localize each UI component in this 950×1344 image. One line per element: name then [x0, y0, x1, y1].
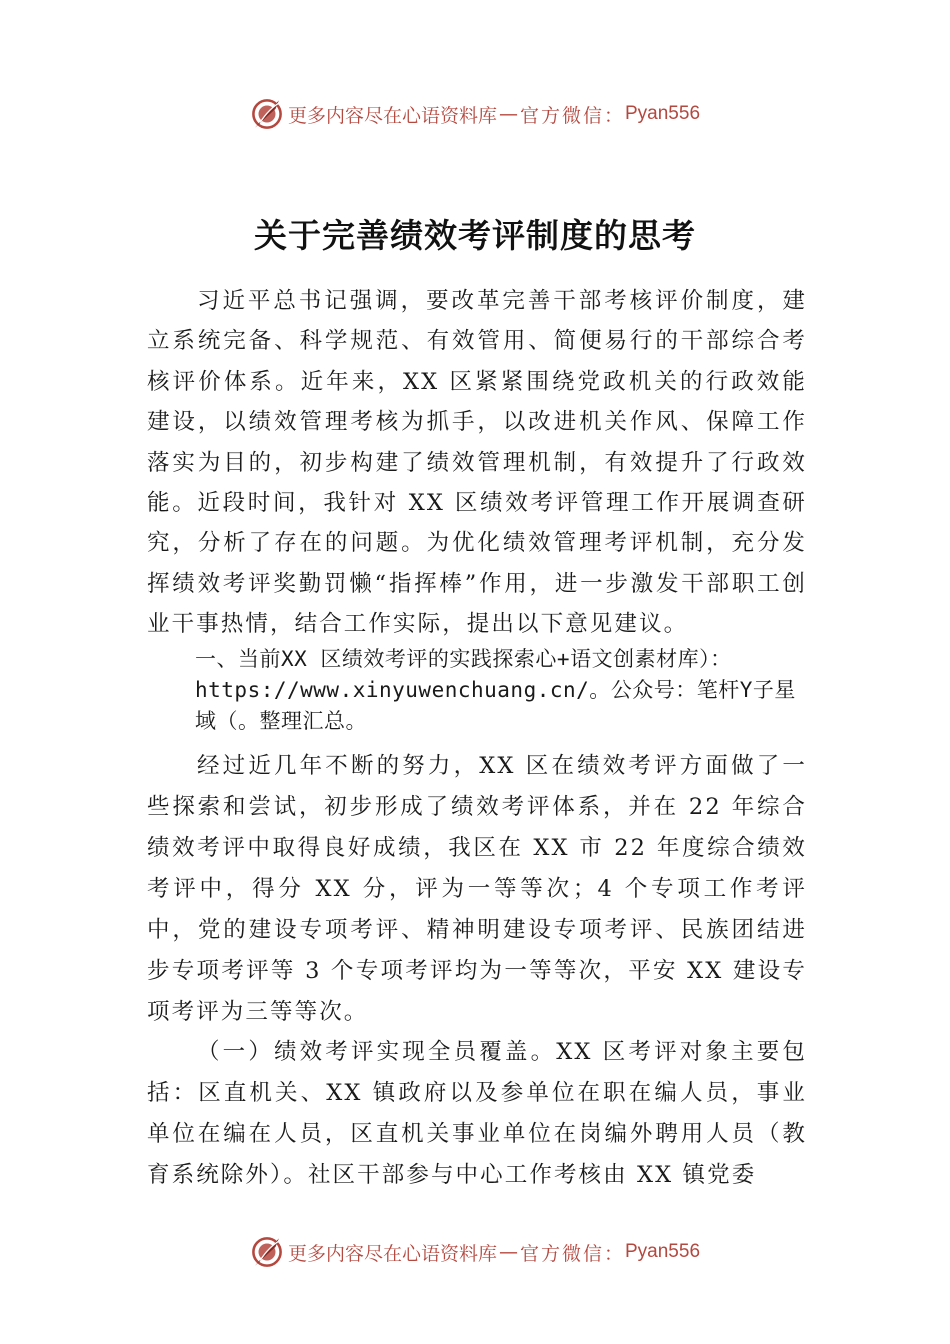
body-paragraph: 经过近几年不断的努力，XX 区在绩效考评方面做了一些探索和尝试，初步形成了绩效考评体系，并在 22 年综合绩效考评中取得良好成绩，我区在 XX 市 22 年度综合绩效考评中，得分 XX 分，评为一等等次；4 个专项工作考评中，党的建设专项考评、精神明建设专项考评、民族团结进步专项考评等 3 个专项考评均为一等等次，平安 XX 建设专项考评为三等等次。 — [147, 753, 807, 1025]
promo-text: 更多内容尽在心语资料库 — [287, 104, 497, 127]
wechat-label: 官方微信： — [519, 104, 625, 127]
wechat-id: Pyan556 — [625, 103, 701, 124]
section-heading-line: 域（。整理汇总。 — [195, 709, 367, 733]
banner-dash: — — [498, 103, 518, 125]
quill-pen-logo-icon — [250, 97, 284, 131]
promo-text: 更多内容尽在心语资料库 — [287, 1242, 497, 1265]
wechat-label: 官方微信： — [519, 1242, 625, 1265]
document-title: 关于完善绩效考评制度的思考 — [254, 216, 696, 256]
header-banner — [0, 94, 950, 134]
body-paragraph: （一）绩效考评实现全员覆盖。XX 区考评对象主要包括：区直机关、XX 镇政府以及参单位在职在编人员，事业单位在编在人员，区直机关事业单位在岗编外聘用人员（教育系统除外）。社区干部参与中心工作考核由 XX 镇党委 — [147, 1039, 807, 1188]
section-heading — [195, 644, 835, 737]
quill-pen-logo-icon — [250, 1235, 284, 1269]
section-heading-line: 一、当前XX 区绩效考评的实践探索心+语文创素材库）： — [195, 647, 732, 671]
intro-paragraph: 习近平总书记强调，要改革完善干部考核评价制度，建立系统完备、科学规范、有效管用、简便易行的干部综合考核评价体系。近年来，XX 区紧紧围绕党政机关的行政效能建设，以绩效管理考核为抓手，以改进机关作风、保障工作落实为目的，初步构建了绩效管理机制，有效提升了行政效能。近段时间，我针对 XX 区绩效考评管理工作开展调查研究，分析了存在的问题。为优化绩效管理考评机制，充分发挥绩效考评奖勤罚懒“指挥棒”作用，进一步激发干部职工创业干事热情，结合工作实际，提出以下意见建议。 — [147, 288, 807, 638]
footer-banner — [0, 1232, 950, 1272]
banner-dash: — — [498, 1241, 518, 1263]
section-heading-line: https://www.xinyuwenchuang.cn/。公众号：笔杆Y子星 — [195, 678, 796, 702]
wechat-id: Pyan556 — [625, 1241, 701, 1262]
